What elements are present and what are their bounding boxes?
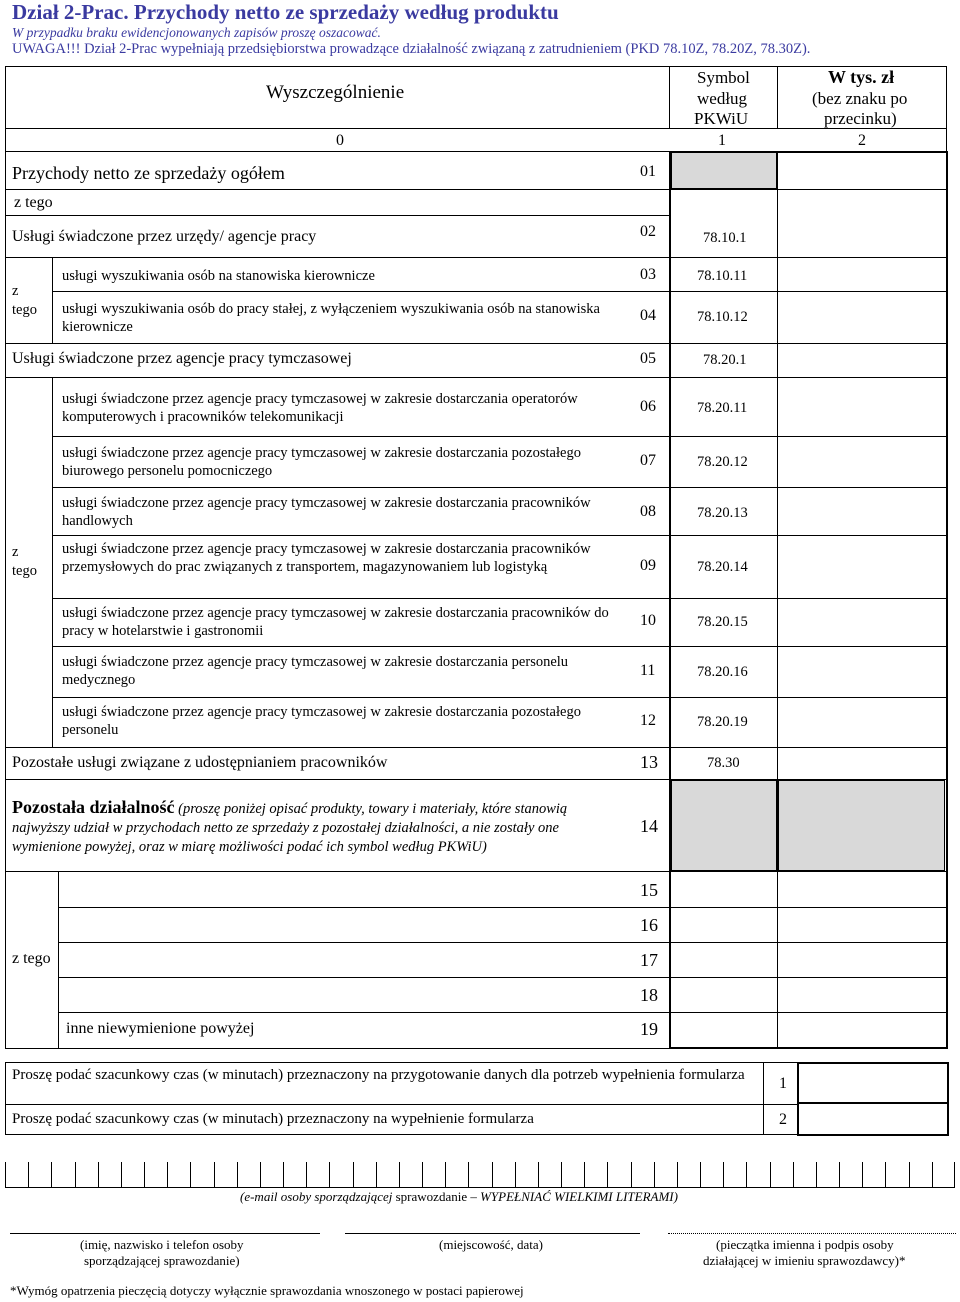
- row-17-description-field[interactable]: [60, 943, 625, 977]
- row-02-number: 02: [640, 223, 656, 240]
- row-12-number: 12: [640, 712, 656, 729]
- row-03-number: 03: [640, 266, 656, 283]
- email-comb-tick: [5, 1162, 6, 1188]
- email-comb-tick: [954, 1162, 955, 1188]
- email-comb-tick: [144, 1162, 145, 1188]
- email-comb-tick: [723, 1162, 724, 1188]
- row-05-label: Usługi świadczone przez agencje pracy tymczasowej: [12, 350, 352, 367]
- email-field[interactable]: [5, 1162, 955, 1188]
- email-comb-tick: [329, 1162, 330, 1188]
- time-question-1-number: 1: [779, 1075, 787, 1092]
- email-comb-tick: [283, 1162, 284, 1188]
- email-comb-tick: [793, 1162, 794, 1188]
- col-number-1: 1: [718, 132, 726, 149]
- email-comb-tick: [515, 1162, 516, 1188]
- email-comb-tick: [353, 1162, 354, 1188]
- row-18-number: 18: [640, 985, 658, 1005]
- row-11-code: 78.20.16: [697, 664, 748, 680]
- email-caption-italic-2: WYPEŁNIAĆ WIELKIMI LITERAMI): [480, 1189, 678, 1204]
- header-symbol-1: Symbol: [697, 68, 750, 87]
- row-19-number: 19: [640, 1019, 658, 1039]
- col-number-2: 2: [858, 132, 866, 149]
- email-comb-tick: [399, 1162, 400, 1188]
- header-value-unit: W tys. zł: [828, 67, 895, 87]
- email-comb-tick: [839, 1162, 840, 1188]
- row-04-label: usługi wyszukiwania osób do pracy stałej, z wyłączeniem wyszukiwania osób na stanowiska kierownicze: [62, 301, 600, 335]
- row-15-description-field[interactable]: [60, 872, 625, 906]
- row-05-value-field[interactable]: [779, 344, 945, 377]
- row-13-code: 78.30: [707, 755, 740, 771]
- email-comb-tick: [306, 1162, 307, 1188]
- section-subtitle: W przypadku braku ewidencjonowanych zapisów proszę oszacować.: [12, 25, 381, 40]
- row-01-label: Przychody netto ze sprzedaży ogółem: [12, 163, 285, 183]
- row-01-number: 01: [640, 163, 656, 180]
- row-14-symbol-disabled: [671, 780, 777, 871]
- row-16-number: 16: [640, 915, 658, 935]
- row-07-number: 07: [640, 452, 656, 469]
- email-comb-tick: [167, 1162, 168, 1188]
- email-comb-tick: [121, 1162, 122, 1188]
- email-comb-tick: [932, 1162, 933, 1188]
- time-answer-2-field[interactable]: [797, 1102, 949, 1136]
- email-comb-tick: [746, 1162, 747, 1188]
- email-comb-tick: [190, 1162, 191, 1188]
- row-12-label: usługi świadczone przez agencje pracy tymczasowej w zakresie dostarczania pozostałego personelu: [62, 704, 581, 738]
- row-11-number: 11: [640, 662, 656, 679]
- row-07-code: 78.20.12: [697, 454, 748, 470]
- row-05-number: 05: [640, 350, 656, 367]
- tego-label-2: tego: [12, 302, 37, 318]
- row-12-code: 78.20.19: [697, 714, 748, 730]
- row-19-label: inne niewymienione powyżej: [66, 1020, 255, 1037]
- email-comb-tick: [51, 1162, 52, 1188]
- email-comb-tick: [98, 1162, 99, 1188]
- sig-caption-3a: (pieczątka imienna i podpis osoby: [716, 1237, 894, 1252]
- email-caption-normal: sprawozdanie –: [392, 1189, 481, 1204]
- time-question-1: Proszę podać szacunkowy czas (w minutach) przeznaczony na przygotowanie danych dla potrzeb wypełnienia formularza: [12, 1067, 745, 1083]
- row-06-code: 78.20.11: [697, 400, 748, 416]
- email-comb-tick: [75, 1162, 76, 1188]
- row-16-description-field[interactable]: [60, 908, 625, 942]
- email-comb-tick: [700, 1162, 701, 1188]
- row-09-code: 78.20.14: [697, 559, 748, 575]
- email-comb-tick: [28, 1162, 29, 1188]
- email-comb-tick: [607, 1162, 608, 1188]
- row-06-label: usługi świadczone przez agencje pracy tymczasowej w zakresie dostarczania operatorów komputerowych i pracowników telekomunikacji: [62, 391, 578, 425]
- row-10-code: 78.20.15: [697, 614, 748, 630]
- time-answer-1-field[interactable]: [797, 1062, 949, 1104]
- row-06-number: 06: [640, 398, 656, 415]
- sig-caption-3b: działającej w imieniu sprawozdawcy)*: [703, 1253, 906, 1268]
- row-04-number: 04: [640, 307, 656, 324]
- z-label-2: z: [12, 283, 19, 299]
- email-comb-tick: [677, 1162, 678, 1188]
- sig-caption-2: (miejscowość, data): [439, 1237, 543, 1252]
- row-02-value-field[interactable]: [779, 216, 945, 256]
- z-tego-label-4: z tego: [12, 950, 51, 967]
- row-14-number: 14: [640, 816, 658, 836]
- email-comb-tick: [260, 1162, 261, 1188]
- row-09-label: usługi świadczone przez agencje pracy tymczasowej w zakresie dostarczania pracowników przemysłowych do prac związanych z transportem, magazynowaniem lub logistyką: [62, 541, 591, 575]
- row-17-number: 17: [640, 950, 658, 970]
- email-comb-tick: [584, 1162, 585, 1188]
- row-13-number: 13: [640, 752, 658, 772]
- row-08-label: usługi świadczone przez agencje pracy tymczasowej w zakresie dostarczania pracowników handlowych: [62, 495, 591, 529]
- email-comb-tick: [885, 1162, 886, 1188]
- email-comb-tick: [214, 1162, 215, 1188]
- row-14-label: [12, 798, 612, 857]
- section-title: Dział 2-Prac. Przychody netto ze sprzedaży według produktu: [12, 0, 559, 24]
- email-comb-tick: [770, 1162, 771, 1188]
- header-value-note-2: przecinku): [824, 109, 897, 128]
- row-03-label: usługi wyszukiwania osób na stanowiska kierownicze: [62, 268, 375, 284]
- email-comb-tick: [376, 1162, 377, 1188]
- row-04-code: 78.10.12: [697, 309, 748, 325]
- row-15-number: 15: [640, 880, 658, 900]
- footnote: *Wymóg opatrzenia pieczęcią dotyczy wyłącznie sprawozdania wnoszonego w postaci papierowej: [10, 1283, 524, 1298]
- email-comb-tick: [492, 1162, 493, 1188]
- row-13-label: Pozostałe usługi związane z udostępnianiem pracowników: [12, 754, 388, 771]
- email-comb-tick: [909, 1162, 910, 1188]
- row-02-code: 78.10.1: [703, 230, 747, 246]
- row-01-value-field[interactable]: [779, 153, 945, 189]
- table-header-box: [5, 66, 947, 152]
- row-01-symbol-disabled: [671, 152, 777, 189]
- time-question-2: Proszę podać szacunkowy czas (w minutach) przeznaczony na wypełnienie formularza: [12, 1111, 534, 1127]
- email-caption: [240, 1189, 678, 1205]
- warning-note: UWAGA!!! Dział 2-Prac wypełniają przedsiębiorstwa prowadzące działalność związaną z zatrudnieniem (PKD 78.10Z, 78.20Z, 78.30Z).: [12, 41, 811, 57]
- sig-caption-1a: (imię, nazwisko i telefon osoby: [80, 1237, 244, 1252]
- email-comb-tick: [631, 1162, 632, 1188]
- email-comb-tick: [816, 1162, 817, 1188]
- email-comb-tick: [862, 1162, 863, 1188]
- email-comb-tick: [654, 1162, 655, 1188]
- row-09-number: 09: [640, 557, 656, 574]
- email-comb-tick: [468, 1162, 469, 1188]
- header-symbol-2: według: [697, 89, 748, 108]
- row-02-label: Usługi świadczone przez urzędy/ agencje pracy: [12, 228, 317, 245]
- row-08-number: 08: [640, 503, 656, 520]
- row-04-value-field[interactable]: [779, 292, 945, 342]
- row-07-label: usługi świadczone przez agencje pracy tymczasowej w zakresie dostarczania pozostałego biurowego personelu pomocniczego: [62, 445, 581, 479]
- email-comb-tick: [422, 1162, 423, 1188]
- email-comb-tick: [237, 1162, 238, 1188]
- header-value-note-1: (bez znaku po: [812, 89, 908, 108]
- row-14-value-disabled: [778, 780, 945, 871]
- z-label-3: z: [12, 544, 19, 560]
- row-08-code: 78.20.13: [697, 505, 748, 521]
- row-11-label: usługi świadczone przez agencje pracy tymczasowej w zakresie dostarczania personelu medycznego: [62, 654, 569, 688]
- time-question-2-number: 2: [779, 1111, 787, 1128]
- email-comb-tick: [445, 1162, 446, 1188]
- row-10-label: usługi świadczone przez agencje pracy tymczasowej w zakresie dostarczania pracowników do pracy w hotelarstwie i gastronomii: [62, 605, 609, 639]
- email-comb-tick: [561, 1162, 562, 1188]
- row-03-code: 78.10.11: [697, 268, 748, 284]
- row-10-number: 10: [640, 612, 656, 629]
- sig-caption-1b: sporządzającej sprawozdanie): [84, 1253, 240, 1268]
- header-symbol-3: PKWiU: [694, 109, 749, 128]
- col-number-0: 0: [336, 132, 344, 149]
- z-tego-label-1: z tego: [14, 194, 53, 211]
- header-description: Wyszczególnienie: [266, 82, 405, 103]
- email-comb-tick: [538, 1162, 539, 1188]
- row-14-label-bold: Pozostała działalność: [12, 797, 175, 817]
- email-caption-italic-1: (e-mail osoby sporządzającej: [240, 1189, 393, 1204]
- row-18-description-field[interactable]: [60, 978, 625, 1012]
- row-03-value-field[interactable]: [779, 258, 945, 291]
- row-05-code: 78.20.1: [703, 352, 747, 368]
- row-14-label-rest: (proszę poniżej opisać produkty, towary i materiały, które stanowią najwyższy udział w przychodach netto ze sprzedaży z pozostałej działalności, a nie zostały one wymienione powyżej, oraz w miarę możliwości podać ich symbol według PKWiU): [12, 801, 568, 855]
- tego-label-3: tego: [12, 563, 37, 579]
